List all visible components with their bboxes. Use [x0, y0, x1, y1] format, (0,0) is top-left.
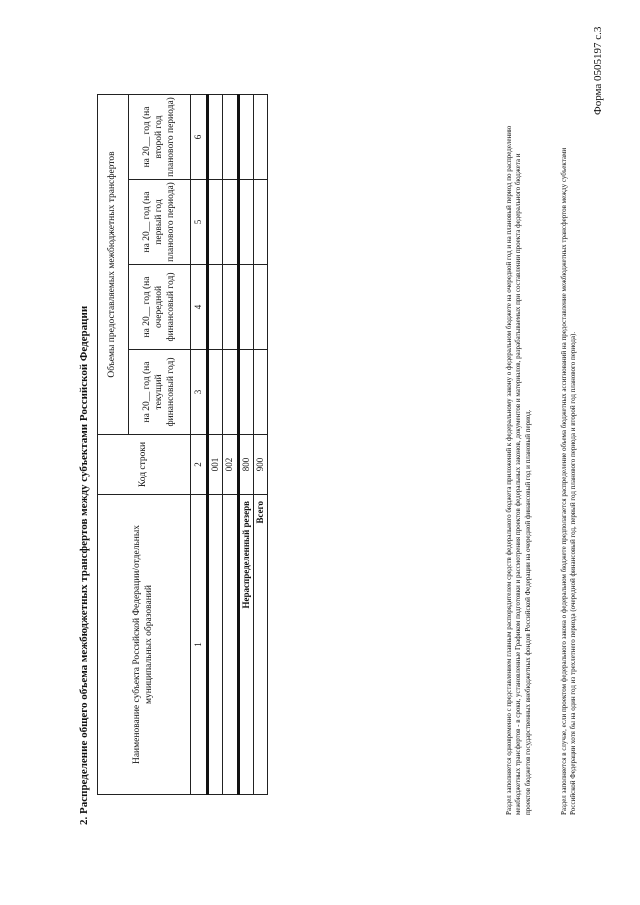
- transfers-table: [97, 94, 268, 795]
- table-row: [208, 94, 223, 794]
- num-cell: 1: [191, 495, 208, 795]
- header-col3: на 20__ год (на текущий финансовый год): [129, 350, 191, 435]
- num-cell: 6: [191, 94, 208, 179]
- num-cell: 3: [191, 350, 208, 435]
- footnote-1: Раздел заполняется одновременно с представлением главным распорядителем средств федерального бюджета приложений к федеральному закону о федеральном бюджете на очередной год и на плановый период по распределению межбюджетных трансфертов - в сроки, установленные Графиком подготовки и рассмотрения проектов федеральных законов, документов и материалов, разрабатываемых при составлении проекта федерального бюджета и проектов бюджетов государственных внебюджетных фондов Российской Федерации на очередной финансовый год и плановый период.: [505, 125, 532, 815]
- header-col5: на 20__ год (на первый год планового периода): [129, 180, 191, 265]
- form-label: Форма 0505197 с.3: [592, 26, 604, 115]
- num-cell: 5: [191, 180, 208, 265]
- footnote-2: Раздел заполняется в случае, если проектом федерального закона о федеральном бюджете предполагается распределение объема бюджетных ассигнований на предоставление межбюджетных трансфертов между субъектами Российской Федерации хотя бы на один год из трехлетнего периода (очередной финансовый год, первый год планового периода и второй год планового периода).: [560, 147, 578, 815]
- row-code: 001: [208, 435, 223, 495]
- total-code: 900: [253, 435, 267, 495]
- num-cell: 4: [191, 265, 208, 350]
- row-name: [208, 495, 223, 795]
- column-number-row: [191, 94, 208, 794]
- row-name: [223, 495, 238, 795]
- table-header-row: [98, 94, 129, 794]
- row-code: 002: [223, 435, 238, 495]
- reserve-row: [238, 94, 253, 794]
- total-row: [253, 94, 267, 794]
- reserve-code: 800: [238, 435, 253, 495]
- header-group: Объемы предоставляемых межбюджетных трансфертов: [98, 94, 129, 434]
- header-name: Наименование субъекта Российской Федерации/отдельных муниципальных образований: [98, 495, 191, 795]
- section-title: 2. Распределение общего объема межбюджетных трансфертов между субъектами Российской Федерации: [78, 305, 90, 825]
- num-cell: 2: [191, 435, 208, 495]
- table-row: [223, 94, 238, 794]
- header-col6: на 20__ год (на второй год планового периода): [129, 94, 191, 179]
- reserve-label: Нераспределенный резерв: [238, 495, 253, 795]
- total-label: Всего: [253, 495, 267, 795]
- header-col4: на 20__ год (на очередной финансовый год): [129, 265, 191, 350]
- header-code: Код строки: [98, 435, 191, 495]
